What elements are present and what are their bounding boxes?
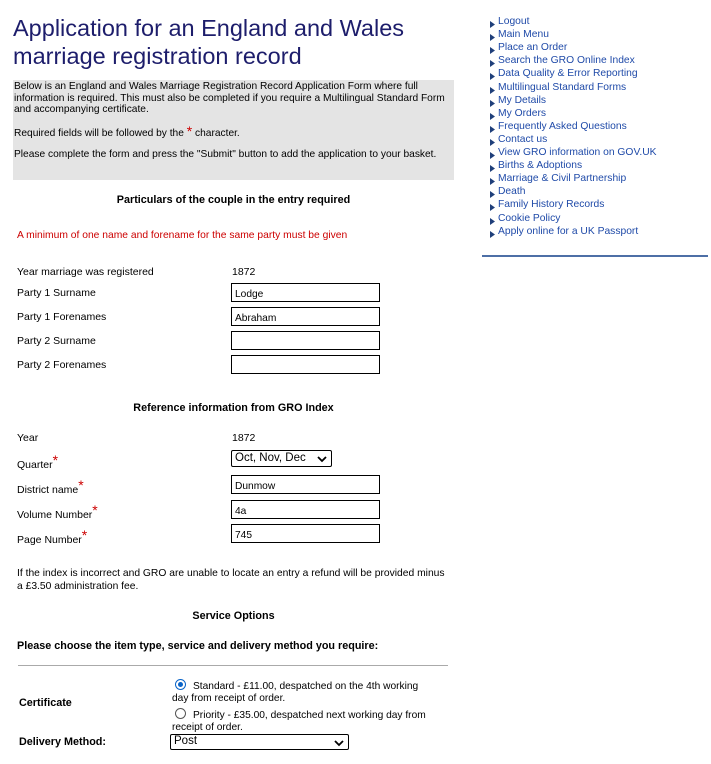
- page-number-label-text: Page Number: [17, 534, 82, 546]
- sidebar-link[interactable]: Family History Records: [498, 199, 605, 211]
- sidebar-link[interactable]: View GRO information on GOV.UK: [498, 147, 657, 158]
- choose-instructions: Please choose the item type, service and delivery method you require:: [17, 640, 379, 652]
- sidebar-link[interactable]: Main Menu: [498, 29, 549, 41]
- quarter-label-text: Quarter: [17, 459, 53, 471]
- sidebar-link[interactable]: Contact us: [498, 133, 548, 145]
- intro-required-prefix: Required fields will be followed by the: [14, 127, 184, 139]
- sidebar-link[interactable]: Place an Order: [498, 42, 568, 54]
- divider: [18, 665, 448, 666]
- sidebar-link[interactable]: My Orders: [498, 107, 547, 119]
- standard-service-radio[interactable]: [175, 679, 186, 690]
- district-input[interactable]: [231, 475, 380, 494]
- intro-submit-note: Please complete the form and press the "Submit" button to add the application to your basket.: [14, 149, 437, 161]
- service-section-heading: Service Options: [192, 610, 275, 622]
- name-warning: A minimum of one name and forename for the same party must be given: [17, 230, 348, 241]
- sidebar-link[interactable]: Frequently Asked Questions: [498, 120, 627, 132]
- sidebar-link[interactable]: Cookie Policy: [498, 212, 561, 224]
- triangle-right-icon: [490, 204, 495, 211]
- index-year-label: Year: [17, 432, 39, 444]
- required-star-icon: *: [52, 452, 59, 468]
- triangle-right-icon: [490, 21, 495, 28]
- delivery-method-value: Post: [174, 735, 198, 747]
- sidebar-link[interactable]: Data Quality & Error Reporting: [498, 68, 638, 80]
- standard-option-line1: Standard - £11.00, despatched on the 4th working: [193, 681, 419, 692]
- triangle-right-icon: [490, 60, 495, 67]
- year-registered-label: Year marriage was registered: [17, 266, 154, 278]
- chevron-down-icon: [316, 453, 328, 465]
- priority-service-radio[interactable]: [175, 708, 186, 719]
- index-year-value: 1872: [232, 432, 256, 444]
- required-star-icon: *: [92, 502, 98, 518]
- intro-required-note: [14, 122, 452, 140]
- volume-input[interactable]: [231, 500, 380, 519]
- standard-option-line2: day from receipt of order.: [172, 693, 286, 704]
- refund-note: If the index is incorrect and GRO are unable to locate an entry a refund will be provided minus a £3.50 administration fee.: [17, 568, 445, 592]
- priority-option-line2: receipt of order.: [172, 722, 243, 733]
- couple-section-heading: Particulars of the couple in the entry required: [116, 194, 351, 206]
- triangle-right-icon: [490, 165, 495, 172]
- intro-box: [13, 80, 454, 180]
- triangle-right-icon: [490, 126, 495, 133]
- intro-paragraph: Below is an England and Wales Marriage Registration Record Application Form where full information is required. This must also be completed if you require a Multilingual Standard Form and accompanying certificate.: [14, 81, 445, 116]
- sidebar-link[interactable]: Logout: [498, 16, 530, 27]
- triangle-right-icon: [490, 139, 495, 146]
- certificate-label: Certificate: [19, 697, 72, 709]
- required-star-icon: *: [81, 527, 88, 543]
- sidebar-link[interactable]: Marriage & Civil Partnership: [498, 173, 627, 185]
- sidebar-link[interactable]: My Details: [498, 94, 547, 106]
- chevron-down-icon: [333, 737, 345, 749]
- sidebar-link[interactable]: Death: [498, 186, 526, 198]
- party1-forenames-input[interactable]: [231, 307, 380, 326]
- reference-section-heading: Reference information from GRO Index: [133, 402, 334, 414]
- party1-surname-input[interactable]: [231, 283, 380, 302]
- quarter-select[interactable]: [231, 450, 332, 467]
- triangle-right-icon: [490, 152, 495, 159]
- triangle-right-icon: [490, 113, 495, 120]
- required-star-icon: *: [78, 477, 84, 493]
- sidebar-link[interactable]: Search the GRO Online Index: [498, 55, 635, 67]
- year-registered-value: 1872: [232, 266, 256, 278]
- intro-required-suffix: character.: [195, 127, 240, 139]
- volume-label-text: Volume Number: [17, 509, 93, 521]
- party1-surname-label: Party 1 Surname: [17, 287, 96, 299]
- page-title: Application for an England and Wales marriage registration record: [13, 15, 405, 69]
- page-number-label: [17, 527, 88, 546]
- triangle-right-icon: [490, 87, 495, 94]
- triangle-right-icon: [490, 231, 495, 238]
- triangle-right-icon: [490, 218, 495, 225]
- triangle-right-icon: [490, 100, 495, 107]
- sidebar-link[interactable]: Multilingual Standard Forms: [498, 81, 627, 93]
- triangle-right-icon: [490, 178, 495, 185]
- triangle-right-icon: [490, 47, 495, 54]
- party2-surname-label: Party 2 Surname: [17, 335, 96, 347]
- sidebar-link[interactable]: Births & Adoptions: [498, 160, 583, 172]
- district-label-text: District name: [17, 484, 79, 496]
- quarter-label: [17, 452, 59, 471]
- delivery-method-select[interactable]: [170, 734, 349, 750]
- party2-forenames-input[interactable]: [231, 355, 380, 374]
- sidebar-link[interactable]: Apply online for a UK Passport: [498, 225, 639, 237]
- triangle-right-icon: [490, 34, 495, 41]
- triangle-right-icon: [490, 191, 495, 198]
- sidebar-divider: [482, 255, 708, 257]
- quarter-select-value: Oct, Nov, Dec: [235, 452, 306, 464]
- required-star-icon: *: [186, 122, 193, 139]
- district-label: [17, 477, 84, 496]
- party2-surname-input[interactable]: [231, 331, 380, 350]
- volume-label: [17, 502, 98, 521]
- page-number-input[interactable]: [231, 524, 380, 543]
- delivery-method-label: Delivery Method:: [19, 736, 106, 748]
- priority-option-line1: Priority - £35.00, despatched next working day from: [193, 710, 426, 721]
- triangle-right-icon: [490, 73, 495, 80]
- party1-forenames-label: Party 1 Forenames: [17, 311, 107, 323]
- party2-forenames-label: Party 2 Forenames: [17, 359, 107, 371]
